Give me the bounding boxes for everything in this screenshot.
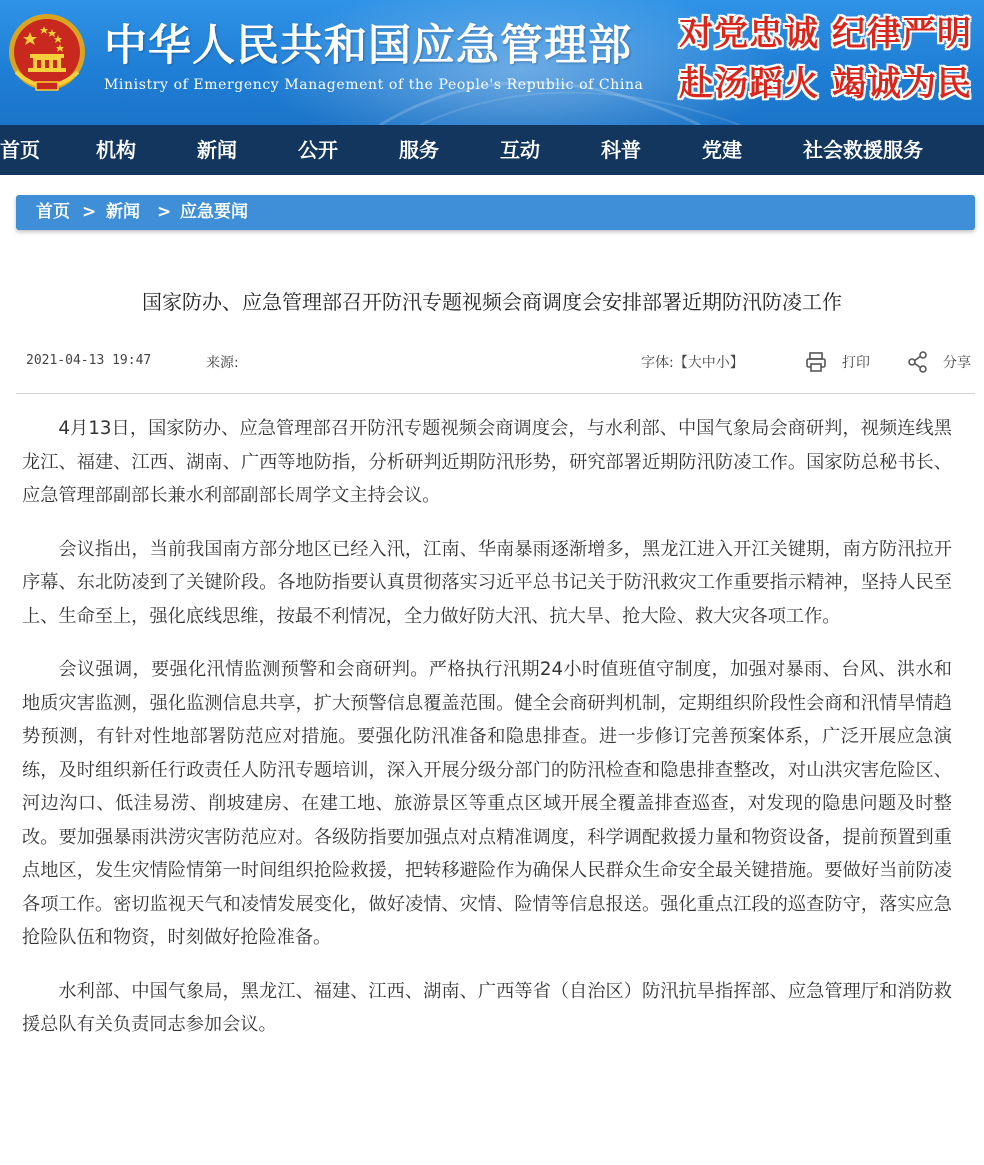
article-paragraph: 水利部、中国气象局，黑龙江、福建、江西、湖南、广西等省（自治区）防汛抗旱指挥部、应急管理厅和消防救援总队有关负责同志参加会议。 [22,980,952,1035]
nav-item-organization[interactable]: 机构 [96,138,136,162]
nav-item-home[interactable]: 首页 [0,138,40,162]
share-button[interactable]: 分享 [943,355,971,371]
site-subtitle: Ministry of Emergency Management of the People's Republic of China [104,77,644,93]
breadcrumb-separator: > [157,202,172,222]
article-paragraph: 4月13日，国家防办、应急管理部召开防汛专题视频会商调度会，与水利部、中国气象局会商研判，视频连线黑龙江、福建、江西、湖南、广西等地防指，分析研判近期防汛形势，研究部署近期防汛防凌工作。国家防总秘书长、应急管理部副部长兼水利部副部长周学文主持会议。 [22,418,952,506]
national-emblem-icon[interactable] [6,10,88,96]
nav-item-public[interactable]: 公开 [298,138,338,162]
breadcrumb [16,195,975,230]
breadcrumb-separator: > [82,202,97,222]
publish-date: 2021-04-13 19:47 [26,353,152,368]
article-paragraph: 会议强调，要强化汛情监测预警和会商研判。严格执行汛期24小时值班值守制度，加强对暴雨、台风、洪水和地质灾害监测，强化监测信息共享，扩大预警信息覆盖范围。健全会商研判机制，定期组织阶段性会商和汛情旱情趋势预测，有针对性地部署防范应对措施。要强化防汛准备和隐患排查。进一步修订完善预案体系，广泛开展应急演练，及时组织新任行政责任人防汛专题培训，深入开展分级分部门的防汛检查和隐患排查整改，对山洪灾害危险区、河边沟口、低洼易涝、削坡建房、在建工地、旅游景区等重点区域开展全覆盖排查巡查，对发现的隐患问题及时整改。要加强暴雨洪涝灾害防范应对。各级防指要加强点对点精准调度，科学调配救援力量和物资设备，提前预置到重点地区，发生灾情险情第一时间组织抢险救援，把转移避险作为确保人民群众生命安全最关键措施。要做好当前防凌各项工作。密切监视天气和凌情发展变化，做好凌情、灾情、险情等信息报送。强化重点江段的巡查防守，落实应急抢险队伍和物资，时刻做好抢险准备。 [22,659,952,948]
article-title: 国家防办、应急管理部召开防汛专题视频会商调度会安排部署近期防汛防凌工作 [142,290,842,314]
share-icon[interactable] [906,350,930,374]
meta-divider [16,393,975,394]
main-nav [0,125,984,175]
nav-item-services[interactable]: 服务 [399,138,439,162]
nav-item-social-rescue[interactable]: 社会救援服务 [803,138,923,162]
nav-item-interaction[interactable]: 互动 [500,138,540,162]
font-size-selector[interactable]: 字体:【大中小】 [641,355,744,371]
nav-item-news[interactable]: 新闻 [197,138,237,162]
print-icon[interactable] [804,350,828,374]
breadcrumb-news[interactable]: 新闻 [106,202,140,222]
breadcrumb-home[interactable]: 首页 [36,202,70,222]
slogan-line-1: 对党忠诚 纪律严明 [679,14,972,54]
nav-item-party[interactable]: 党建 [702,138,742,162]
article-body [22,412,952,1062]
print-button[interactable]: 打印 [842,355,870,371]
site-title: 中华人民共和国应急管理部 [104,21,632,71]
breadcrumb-current[interactable]: 应急要闻 [180,202,248,222]
slogan-line-2: 赴汤蹈火 竭诚为民 [679,64,972,104]
article-meta [0,350,984,374]
nav-item-science[interactable]: 科普 [601,138,641,162]
site-header [0,0,984,125]
source-label: 来源: [206,355,239,371]
article-paragraph: 会议指出，当前我国南方部分地区已经入汛，江南、华南暴雨逐渐增多，黑龙江进入开江关键期，南方防汛拉开序幕、东北防凌到了关键阶段。各地防指要认真贯彻落实习近平总书记关于防汛救灾工作重要指示精神，坚持人民至上、生命至上，强化底线思维，按最不利情况，全力做好防大汛、抗大旱、抢大险、救大灾各项工作。 [22,538,952,627]
